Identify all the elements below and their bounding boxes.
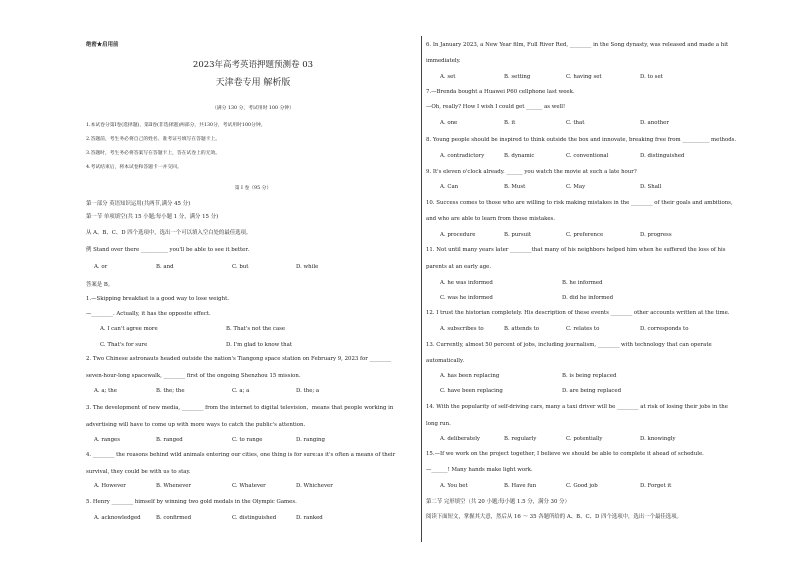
answer-option: D. did he informed — [562, 295, 614, 301]
answer-option: C. a; a — [232, 388, 250, 394]
answer-option: B. dynamic — [504, 153, 535, 159]
answer-option: C. distinguished — [232, 515, 277, 521]
question-stem: 6. In January 2023, a New Year film, Full River Red, ________ in the Song dynasty, was released and made a hit — [426, 42, 729, 48]
question-stem: advertising will have to come up with more ways to catch the public's attention. — [86, 422, 306, 428]
question-stem: seven-hour-long spacewalk, ________ first of the ongoing Shenzhou 15 mission. — [86, 373, 301, 379]
answer-option: D. corresponds to — [640, 326, 689, 332]
example-option: C. but — [232, 264, 249, 270]
question-stem: 15.—If we work on the project together, I believe we should be able to complete it ahead of schedule. — [426, 451, 704, 457]
question-stem: 9. It's eleven o'clock already. ______ you watch the movie at such a late hour? — [426, 169, 637, 175]
answer-option: D. distinguished — [640, 153, 685, 159]
question-stem: immediately. — [426, 58, 461, 64]
answer-option: C. preference — [566, 232, 604, 238]
exam-info: （满分 130 分，考试用时 100 分钟） — [212, 106, 294, 111]
answer-option: D. progress — [640, 232, 672, 238]
answer-option: B. Must — [504, 184, 526, 190]
question-stem: 7.—Brenda bought a Huawei P60 cellphone last week. — [426, 89, 575, 95]
answer-option: C. Good job — [566, 483, 598, 489]
answer-option: D. I'm glad to know that — [226, 342, 293, 348]
directions: 从 A、B、C、D 四个选项中，选出一个可以填入空白处的最佳选项。 — [86, 230, 252, 236]
instruction-line: 2.答题前，考生务必将自己的姓名、准考证号填写在答题卡上。 — [86, 137, 221, 142]
question-stem: survival, they could be with us to stay. — [86, 469, 191, 475]
question-stem: 12. I trust the historian completely. His description of these events ________ other accounts written at the time. — [426, 310, 730, 316]
question-stem: 2. Two Chinese astronauts headed outside the nation's Tiangong space station on February 9, 2023 for ________ — [86, 356, 392, 362]
question-stem: parents at an early age. — [426, 264, 492, 270]
answer-option: B. confirmed — [156, 515, 192, 521]
secret-label: 绝密★启用前 — [86, 42, 119, 48]
example-option: B. and — [156, 264, 174, 270]
answer-option: B. setting — [504, 74, 531, 80]
answer-option: A. procedure — [440, 232, 476, 238]
answer-option: B. attends to — [504, 326, 539, 332]
answer-option: A. he was informed — [440, 280, 493, 286]
answer-option: A. set — [440, 74, 456, 80]
answer-option: C. That's for sure — [100, 342, 148, 348]
question-stem: 11. Not until many years later ________that many of his neighbors helped him when he suffered the loss of his — [426, 247, 726, 253]
answer-option: A. has been replacing — [440, 373, 500, 379]
answer-option: C. Whatever — [232, 483, 266, 489]
answer-option: A. a; the — [94, 388, 117, 394]
section-heading: 第一部分 英语知识运用(共两节,满分 45 分) — [86, 201, 191, 207]
answer-option: A. deliberately — [440, 436, 480, 442]
answer-option: D. the; a — [296, 388, 320, 394]
answer-option: A. acknowledged — [94, 515, 141, 521]
answer-option: C. to range — [232, 437, 263, 443]
subsection-heading: 第一节 单项填空(共 15 小题;每小题 1 分，满分 15 分) — [86, 214, 219, 220]
answer-option: C. having set — [566, 74, 602, 80]
answer-option: D. Whichever — [296, 483, 333, 489]
answer-option: C. was he informed — [440, 295, 493, 301]
question-stem: 5. Henry ________ himself by winning two gold medals in the Olympic Games. — [86, 499, 297, 505]
answer-option: B. Have fun — [504, 483, 537, 489]
answer-option: A. Can — [440, 184, 459, 190]
question-stem: —Oh, really? How I wish I could get ______ as well! — [426, 104, 566, 110]
answer-option: D. knowingly — [640, 436, 676, 442]
answer-option: A. one — [440, 120, 458, 126]
answer-option: A. I can't agree more — [100, 326, 158, 332]
answer-option: A. subscribes to — [440, 326, 484, 332]
answer-option: D. are being replaced — [562, 388, 622, 394]
part-heading: 第 I 卷（95 分） — [234, 186, 272, 191]
answer-option: C. that — [566, 120, 585, 126]
answer-option: B. ranged — [156, 437, 183, 443]
question-stem: 1.—Skipping breakfast is a good way to lose weight. — [86, 296, 229, 302]
answer-option: A. You bet — [440, 483, 468, 489]
example-option: D. while — [296, 264, 319, 270]
answer-option: D. Forget it — [640, 483, 672, 489]
exam-subtitle: 天津卷专用 解析版 — [215, 78, 291, 88]
question-stem: automatically. — [426, 358, 465, 364]
answer-option: B. it — [504, 120, 516, 126]
answer-option: B. is being replaced — [562, 373, 617, 379]
answer-option: B. regularly — [504, 436, 537, 442]
answer-option: C. potentially — [566, 436, 603, 442]
answer-option: C. May — [566, 184, 586, 190]
instruction-line: 1.本试卷分第Ⅰ卷(选择题)、第Ⅱ卷(非选择题)两部分，共130分，考试用时100分钟。 — [86, 123, 266, 128]
question-stem: 3. The development of new media, ________ from the internet to digital television，means that people working in — [86, 405, 394, 411]
column-divider — [421, 36, 422, 542]
answer-option: A. contradictory — [440, 153, 485, 159]
answer-option: B. pursuit — [504, 232, 532, 238]
question-stem: 14. With the popularity of self-driving cars, many a taxi driver will be ________ at risk of losing their jobs in the — [426, 404, 728, 410]
answer-option: B. he informed — [562, 280, 603, 286]
section-heading: 第二节 完形填空（共 20 小题;每小题 1.5 分，满分 30 分） — [426, 499, 570, 505]
answer-option: D. ranging — [296, 437, 325, 443]
answer-option: B. Whenever — [156, 483, 192, 489]
answer-option: D. another — [640, 120, 669, 126]
answer-option: C. conventional — [566, 153, 609, 159]
question-stem: 13. Currently, almost 50 percent of jobs, including journalism, ________ with technology that can operate — [426, 342, 712, 348]
question-stem: long run. — [426, 421, 451, 427]
question-stem: and who are able to learn from those mistakes. — [426, 216, 556, 222]
answer-option: A. However — [94, 483, 126, 489]
example-answer: 答案是 B。 — [86, 282, 114, 288]
answer-option: B. the; the — [156, 388, 185, 394]
answer-option: B. That's not the case — [226, 326, 286, 332]
example-question: 例 Stand over there __________ you'll be able to see it better. — [86, 247, 250, 253]
question-stem: —________. Actually, it has the opposite effect. — [86, 311, 211, 317]
answer-option: C. have been replacing — [440, 388, 503, 394]
answer-option: D. Shall — [640, 184, 662, 190]
question-stem: 10. Success comes to those who are willing to risk making mistakes in the ________ of their goals and ambitions, — [426, 200, 733, 206]
instruction-line: 4.考试结束后，将本试卷和答题卡一并交回。 — [86, 165, 182, 170]
question-stem: 8. Young people should be inspired to think outside the box and innovate, breaking free from __________ methods. — [426, 137, 737, 143]
answer-option: D. ranked — [296, 515, 323, 521]
question-stem: —______! Many hands make light work. — [426, 467, 533, 473]
exam-title: 2023年高考英语押题预测卷 03 — [192, 60, 314, 70]
answer-option: C. relates to — [566, 326, 600, 332]
directions: 阅读下面短文，掌握其大意，然后从 16 ～ 35 各题所给的 A、B、C、D 四个选项中，选出一个最佳选项。 — [426, 514, 682, 520]
instruction-line: 3.答题时，考生务必将答案写在答题卡上，答在试卷上的无效。 — [86, 151, 221, 156]
answer-option: D. to set — [640, 74, 663, 80]
example-option: A. or — [94, 264, 108, 270]
question-stem: 4. ________ the reasons behind wild animals entering our cities, one thing is for sure:as it's often a means of their — [86, 452, 396, 458]
answer-option: A. ranges — [94, 437, 120, 443]
